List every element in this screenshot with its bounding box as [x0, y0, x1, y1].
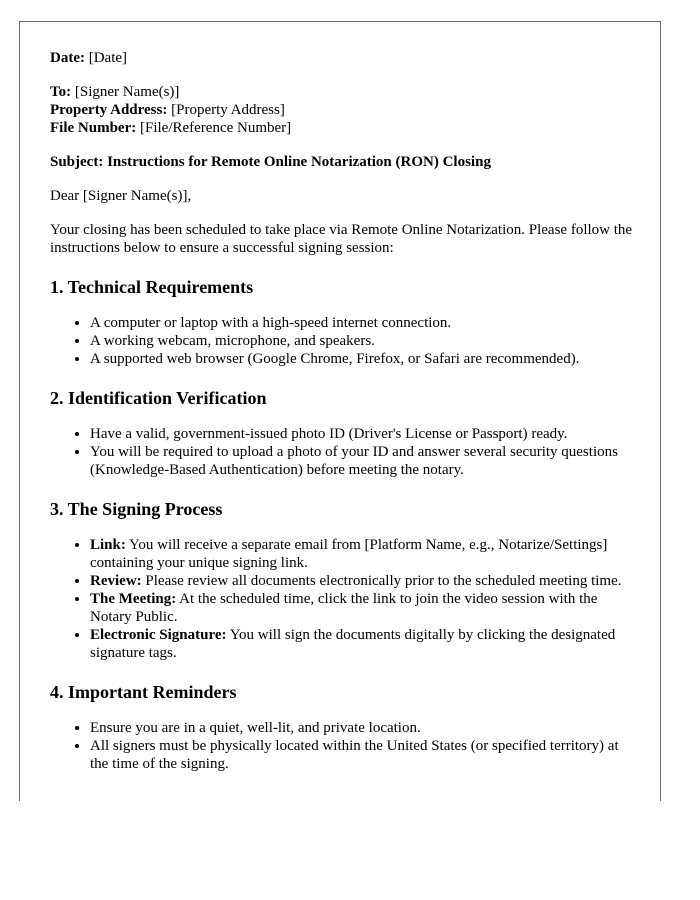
list-item: • You will be required to upload a photo of your ID and answer several security questions (Knowledge-Based Authentication) before meeting the notary. — [90, 443, 640, 479]
intro-paragraph: Your closing has been scheduled to take place via Remote Online Notarization. Please follow the instructions below to ensure a successful signing session: — [50, 222, 633, 256]
file-line — [50, 119, 640, 137]
list-item: • A supported web browser (Google Chrome, Firefox, or Safari are recommended). — [90, 350, 640, 368]
to-label: To: — [50, 84, 72, 100]
list-item: • Have a valid, government-issued photo ID (Driver's License or Passport) ready. — [90, 425, 640, 443]
salutation: Dear [Signer Name(s)], — [50, 188, 192, 204]
item-label: The Meeting: — [90, 591, 177, 607]
file-label: File Number: — [50, 120, 137, 136]
section-heading: 1. Technical Requirements — [50, 277, 254, 297]
section-heading: 4. Important Reminders — [50, 682, 237, 702]
list-item: • A computer or laptop with a high-speed internet connection. — [90, 314, 640, 332]
address-label: Property Address: — [50, 102, 168, 118]
letter-content — [50, 49, 640, 773]
list-item: • Ensure you are in a quiet, well-lit, and private location. — [90, 719, 640, 737]
date-value: [Date] — [88, 50, 128, 66]
date-label: Date: — [50, 50, 85, 66]
item-label: Electronic Signature: — [90, 627, 227, 643]
list-item — [90, 572, 640, 590]
list-item — [90, 626, 640, 662]
to-line — [50, 83, 640, 101]
item-label: Link: — [90, 537, 126, 553]
item-text: You will receive a separate email from [Platform Name, e.g., Notarize/Settings] containing your unique signing link. — [90, 537, 608, 571]
item-text: At the scheduled time, click the link to join the video session with the Notary Public. — [90, 591, 598, 625]
section-list — [50, 536, 640, 662]
list-item — [90, 590, 640, 626]
letter-page — [19, 21, 661, 801]
section-list — [50, 425, 640, 479]
list-item: • All signers must be physically located within the United States (or specified territory) at the time of the signing. — [90, 737, 640, 773]
file-value: [File/Reference Number] — [139, 120, 292, 136]
section-list — [50, 314, 640, 368]
section-list — [50, 719, 640, 773]
date-line — [50, 49, 640, 67]
item-label: Review: — [90, 573, 142, 589]
item-text: You will sign the documents digitally by clicking the designated signature tags. — [90, 627, 616, 661]
section-heading: 2. Identification Verification — [50, 388, 267, 408]
item-text: Please review all documents electronically prior to the scheduled meeting time. — [141, 573, 622, 589]
subject-line: Subject: Instructions for Remote Online Notarization (RON) Closing — [50, 154, 491, 170]
list-item: • A working webcam, microphone, and speakers. — [90, 332, 640, 350]
address-line — [50, 101, 640, 119]
list-item — [90, 536, 640, 572]
address-value: [Property Address] — [171, 102, 285, 118]
to-value: [Signer Name(s)] — [74, 84, 180, 100]
section-heading: 3. The Signing Process — [50, 499, 223, 519]
